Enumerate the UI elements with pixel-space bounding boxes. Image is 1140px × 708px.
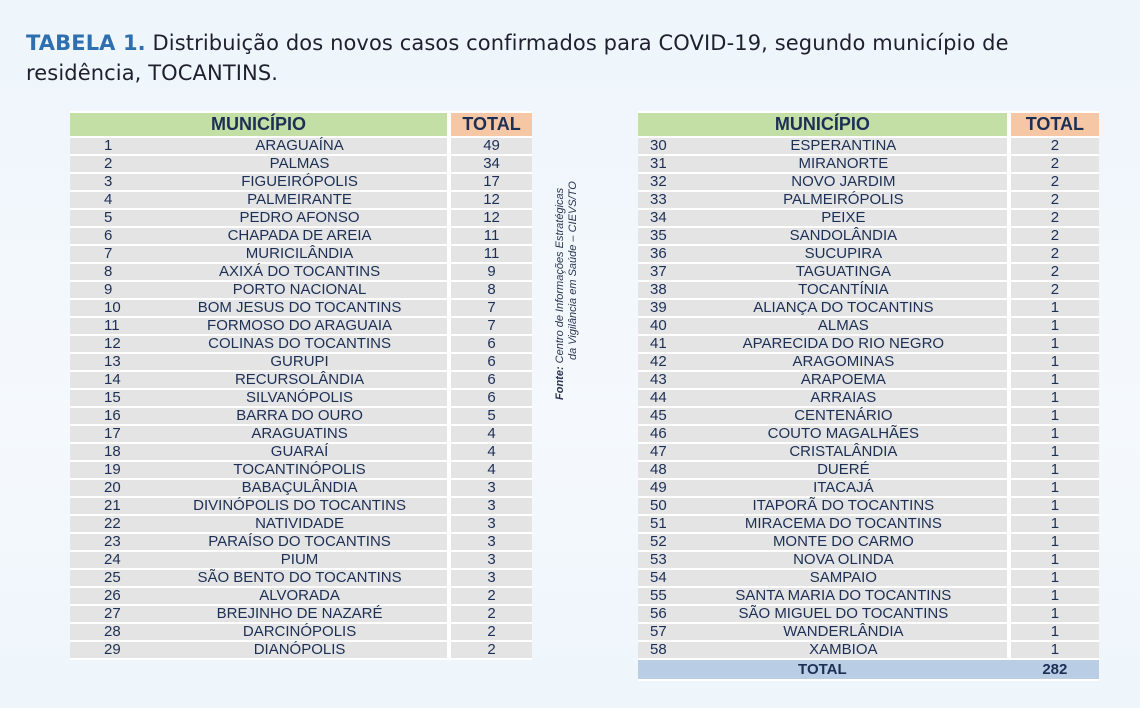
row-number: 19	[70, 462, 152, 478]
table-row	[638, 192, 1099, 208]
municipio-name: TOCANTINÓPOLIS	[152, 462, 447, 478]
row-number: 40	[638, 318, 680, 334]
table-row	[70, 426, 532, 442]
row-total: 17	[451, 174, 532, 190]
row-number: 41	[638, 336, 680, 352]
table-row	[70, 552, 532, 568]
municipio-name: ALVORADA	[152, 588, 447, 604]
row-total: 1	[1011, 516, 1099, 532]
table-row	[638, 498, 1099, 514]
row-total: 3	[451, 516, 532, 532]
row-number: 11	[70, 318, 152, 334]
table-row	[70, 228, 532, 244]
table-row	[70, 264, 532, 280]
row-number: 16	[70, 408, 152, 424]
row-number: 55	[638, 588, 680, 604]
row-number: 49	[638, 480, 680, 496]
row-total: 11	[451, 246, 532, 262]
row-number: 6	[70, 228, 152, 244]
row-total: 4	[451, 426, 532, 442]
municipio-name: PALMEIRANTE	[152, 192, 447, 208]
row-total: 8	[451, 282, 532, 298]
row-number: 9	[70, 282, 152, 298]
municipio-name: ARRAIAS	[680, 390, 1007, 406]
table-row	[638, 624, 1099, 640]
municipio-name: BREJINHO DE NAZARÉ	[152, 606, 447, 622]
municipio-name: ITAPORÃ DO TOCANTINS	[680, 498, 1007, 514]
row-number: 56	[638, 606, 680, 622]
table-header-row	[70, 113, 532, 136]
row-number: 50	[638, 498, 680, 514]
table-body-left	[70, 138, 532, 658]
municipio-name: XAMBIOA	[680, 642, 1007, 658]
municipio-name: RECURSOLÂNDIA	[152, 372, 447, 388]
municipio-name: ALIANÇA DO TOCANTINS	[680, 300, 1007, 316]
municipio-name: NATIVIDADE	[152, 516, 447, 532]
caption-text: Distribuição dos novos casos confirmados para COVID-19, segundo município de residência, TOCANTINS.	[26, 31, 1009, 85]
row-total: 2	[1011, 246, 1099, 262]
row-number: 31	[638, 156, 680, 172]
row-total: 7	[451, 300, 532, 316]
municipio-name: ARAGUAÍNA	[152, 138, 447, 154]
row-total: 1	[1011, 624, 1099, 640]
row-number: 4	[70, 192, 152, 208]
row-total: 2	[1011, 138, 1099, 154]
row-total: 3	[451, 534, 532, 550]
table-row	[70, 246, 532, 262]
row-number: 51	[638, 516, 680, 532]
table-row	[70, 372, 532, 388]
municipio-name: SILVANÓPOLIS	[152, 390, 447, 406]
row-number: 21	[70, 498, 152, 514]
municipio-name: APARECIDA DO RIO NEGRO	[680, 336, 1007, 352]
table-row	[638, 300, 1099, 316]
municipio-name: TAGUATINGA	[680, 264, 1007, 280]
table-row	[70, 534, 532, 550]
municipio-name: ARAGUATINS	[152, 426, 447, 442]
row-total: 2	[1011, 282, 1099, 298]
table-header-row	[638, 113, 1099, 136]
row-total: 6	[451, 390, 532, 406]
row-number: 5	[70, 210, 152, 226]
row-total: 4	[451, 462, 532, 478]
row-number: 17	[70, 426, 152, 442]
municipality-table-left	[70, 111, 532, 660]
table-row	[70, 282, 532, 298]
row-total: 4	[451, 444, 532, 460]
table-row	[638, 138, 1099, 154]
row-total: 49	[451, 138, 532, 154]
row-number: 45	[638, 408, 680, 424]
table-row	[638, 516, 1099, 532]
table-row	[638, 336, 1099, 352]
row-total: 1	[1011, 642, 1099, 658]
row-total: 1	[1011, 534, 1099, 550]
row-number: 1	[70, 138, 152, 154]
municipio-name: DARCINÓPOLIS	[152, 624, 447, 640]
table-row	[638, 282, 1099, 298]
row-total: 12	[451, 192, 532, 208]
row-number: 20	[70, 480, 152, 496]
row-total: 9	[451, 264, 532, 280]
municipio-name: ESPERANTINA	[680, 138, 1007, 154]
municipio-name: ALMAS	[680, 318, 1007, 334]
municipio-name: SANDOLÂNDIA	[680, 228, 1007, 244]
row-number: 8	[70, 264, 152, 280]
row-total: 1	[1011, 300, 1099, 316]
row-total: 1	[1011, 354, 1099, 370]
municipio-name: COLINAS DO TOCANTINS	[152, 336, 447, 352]
row-total: 1	[1011, 426, 1099, 442]
row-total: 1	[1011, 480, 1099, 496]
municipio-name: PEIXE	[680, 210, 1007, 226]
source-label: Fonte:	[554, 366, 566, 400]
row-total: 2	[1011, 156, 1099, 172]
row-total: 1	[1011, 372, 1099, 388]
row-total: 1	[1011, 336, 1099, 352]
row-total: 2	[451, 606, 532, 622]
row-total: 3	[451, 552, 532, 568]
table-row	[638, 228, 1099, 244]
row-number: 22	[70, 516, 152, 532]
table-row	[70, 606, 532, 622]
row-number: 3	[70, 174, 152, 190]
table-row	[70, 480, 532, 496]
municipio-name: GUARAÍ	[152, 444, 447, 460]
municipio-name: TOCANTÍNIA	[680, 282, 1007, 298]
row-number: 52	[638, 534, 680, 550]
municipio-name: CENTENÁRIO	[680, 408, 1007, 424]
table-row	[70, 336, 532, 352]
row-total: 1	[1011, 570, 1099, 586]
row-number: 48	[638, 462, 680, 478]
municipio-name: CRISTALÂNDIA	[680, 444, 1007, 460]
grand-total-value: 282	[1011, 660, 1099, 679]
caption-label: TABELA 1.	[26, 31, 146, 55]
municipio-name: MURICILÂNDIA	[152, 246, 447, 262]
municipio-name: SANTA MARIA DO TOCANTINS	[680, 588, 1007, 604]
row-total: 3	[451, 570, 532, 586]
row-number: 34	[638, 210, 680, 226]
row-total: 1	[1011, 498, 1099, 514]
row-total: 1	[1011, 588, 1099, 604]
row-number: 33	[638, 192, 680, 208]
row-total: 1	[1011, 444, 1099, 460]
grand-total-row	[638, 660, 1099, 679]
table-body-right	[638, 138, 1099, 658]
table-row	[70, 390, 532, 406]
municipio-name: ARAGOMINAS	[680, 354, 1007, 370]
row-number: 26	[70, 588, 152, 604]
row-total: 2	[1011, 210, 1099, 226]
row-total: 6	[451, 354, 532, 370]
municipio-name: MONTE DO CARMO	[680, 534, 1007, 550]
row-number: 47	[638, 444, 680, 460]
municipio-name: MIRANORTE	[680, 156, 1007, 172]
table-row	[638, 588, 1099, 604]
row-number: 43	[638, 372, 680, 388]
table-row	[638, 174, 1099, 190]
source-line-2: da Vigilância em Saúde – CIEVS/TO	[567, 181, 579, 360]
row-number: 24	[70, 552, 152, 568]
municipio-name: NOVA OLINDA	[680, 552, 1007, 568]
table-row	[638, 480, 1099, 496]
municipio-name: PEDRO AFONSO	[152, 210, 447, 226]
municipio-name: CHAPADA DE AREIA	[152, 228, 447, 244]
table-row	[638, 444, 1099, 460]
table-row	[70, 462, 532, 478]
row-number: 2	[70, 156, 152, 172]
table-row	[638, 408, 1099, 424]
municipio-name: BOM JESUS DO TOCANTINS	[152, 300, 447, 316]
row-total: 2	[1011, 174, 1099, 190]
row-total: 1	[1011, 390, 1099, 406]
source-note	[554, 148, 582, 408]
row-total: 12	[451, 210, 532, 226]
row-total: 3	[451, 498, 532, 514]
municipio-name: BABAÇULÂNDIA	[152, 480, 447, 496]
row-total: 6	[451, 372, 532, 388]
table-row	[638, 606, 1099, 622]
municipio-name: PIUM	[152, 552, 447, 568]
table-row	[70, 300, 532, 316]
table-row	[638, 642, 1099, 658]
row-total: 7	[451, 318, 532, 334]
row-number: 18	[70, 444, 152, 460]
row-number: 27	[70, 606, 152, 622]
row-number: 10	[70, 300, 152, 316]
table-row	[638, 354, 1099, 370]
municipio-name: DUERÉ	[680, 462, 1007, 478]
table-row	[638, 552, 1099, 568]
row-number: 15	[70, 390, 152, 406]
row-number: 54	[638, 570, 680, 586]
table-row	[638, 246, 1099, 262]
grand-total-label: TOTAL	[638, 660, 1007, 679]
row-number: 28	[70, 624, 152, 640]
total-header: TOTAL	[1011, 113, 1099, 136]
row-total: 2	[451, 642, 532, 658]
table-row	[638, 156, 1099, 172]
row-number: 44	[638, 390, 680, 406]
table-row	[70, 138, 532, 154]
row-number: 37	[638, 264, 680, 280]
table-row	[70, 570, 532, 586]
table-row	[638, 570, 1099, 586]
row-number: 46	[638, 426, 680, 442]
table-row	[70, 444, 532, 460]
table-row	[70, 210, 532, 226]
municipio-name: SAMPAIO	[680, 570, 1007, 586]
row-total: 1	[1011, 318, 1099, 334]
row-number: 32	[638, 174, 680, 190]
municipio-name: PARAÍSO DO TOCANTINS	[152, 534, 447, 550]
row-number: 25	[70, 570, 152, 586]
row-total: 1	[1011, 552, 1099, 568]
municipio-name: FIGUEIRÓPOLIS	[152, 174, 447, 190]
municipio-header: MUNICÍPIO	[638, 113, 1007, 136]
table-row	[638, 534, 1099, 550]
municipio-name: AXIXÁ DO TOCANTINS	[152, 264, 447, 280]
row-total: 6	[451, 336, 532, 352]
municipio-name: COUTO MAGALHÃES	[680, 426, 1007, 442]
source-line-1: Centro de Informações Estratégicas	[554, 187, 566, 364]
municipio-name: GURUPI	[152, 354, 447, 370]
table-row	[70, 408, 532, 424]
table-row	[70, 642, 532, 658]
row-number: 7	[70, 246, 152, 262]
municipio-name: SUCUPIRA	[680, 246, 1007, 262]
table-row	[70, 192, 532, 208]
row-total: 34	[451, 156, 532, 172]
municipio-name: FORMOSO DO ARAGUAIA	[152, 318, 447, 334]
municipio-name: WANDERLÂNDIA	[680, 624, 1007, 640]
row-total: 5	[451, 408, 532, 424]
municipio-name: DIANÓPOLIS	[152, 642, 447, 658]
row-number: 58	[638, 642, 680, 658]
row-total: 2	[1011, 264, 1099, 280]
table-caption	[26, 28, 1116, 88]
municipality-table-right	[638, 111, 1099, 681]
row-number: 29	[70, 642, 152, 658]
row-number: 13	[70, 354, 152, 370]
table-row	[638, 372, 1099, 388]
row-total: 1	[1011, 606, 1099, 622]
row-total: 2	[451, 588, 532, 604]
table-row	[70, 354, 532, 370]
municipio-name: DIVINÓPOLIS DO TOCANTINS	[152, 498, 447, 514]
row-total: 11	[451, 228, 532, 244]
table-row	[638, 390, 1099, 406]
municipio-name: ITACAJÁ	[680, 480, 1007, 496]
row-total: 1	[1011, 408, 1099, 424]
table-row	[70, 516, 532, 532]
table-row	[70, 174, 532, 190]
row-number: 23	[70, 534, 152, 550]
municipio-name: BARRA DO OURO	[152, 408, 447, 424]
row-number: 30	[638, 138, 680, 154]
municipio-name: SÃO MIGUEL DO TOCANTINS	[680, 606, 1007, 622]
table-row	[638, 210, 1099, 226]
row-total: 2	[1011, 192, 1099, 208]
row-number: 39	[638, 300, 680, 316]
total-header: TOTAL	[451, 113, 532, 136]
table-row	[638, 462, 1099, 478]
table-row	[638, 264, 1099, 280]
table-row	[638, 318, 1099, 334]
row-number: 14	[70, 372, 152, 388]
municipio-header: MUNICÍPIO	[70, 113, 447, 136]
table-row	[70, 498, 532, 514]
municipio-name: PORTO NACIONAL	[152, 282, 447, 298]
table-row	[70, 624, 532, 640]
municipio-name: PALMAS	[152, 156, 447, 172]
row-number: 53	[638, 552, 680, 568]
row-total: 3	[451, 480, 532, 496]
table-row	[70, 588, 532, 604]
row-total: 2	[451, 624, 532, 640]
municipio-name: ARAPOEMA	[680, 372, 1007, 388]
row-number: 38	[638, 282, 680, 298]
municipio-name: PALMEIRÓPOLIS	[680, 192, 1007, 208]
table-row	[70, 318, 532, 334]
table-row	[70, 156, 532, 172]
row-number: 36	[638, 246, 680, 262]
table-row	[638, 426, 1099, 442]
row-number: 57	[638, 624, 680, 640]
row-number: 35	[638, 228, 680, 244]
municipio-name: MIRACEMA DO TOCANTINS	[680, 516, 1007, 532]
municipio-name: NOVO JARDIM	[680, 174, 1007, 190]
row-number: 42	[638, 354, 680, 370]
row-total: 2	[1011, 228, 1099, 244]
municipio-name: SÃO BENTO DO TOCANTINS	[152, 570, 447, 586]
row-total: 1	[1011, 462, 1099, 478]
row-number: 12	[70, 336, 152, 352]
